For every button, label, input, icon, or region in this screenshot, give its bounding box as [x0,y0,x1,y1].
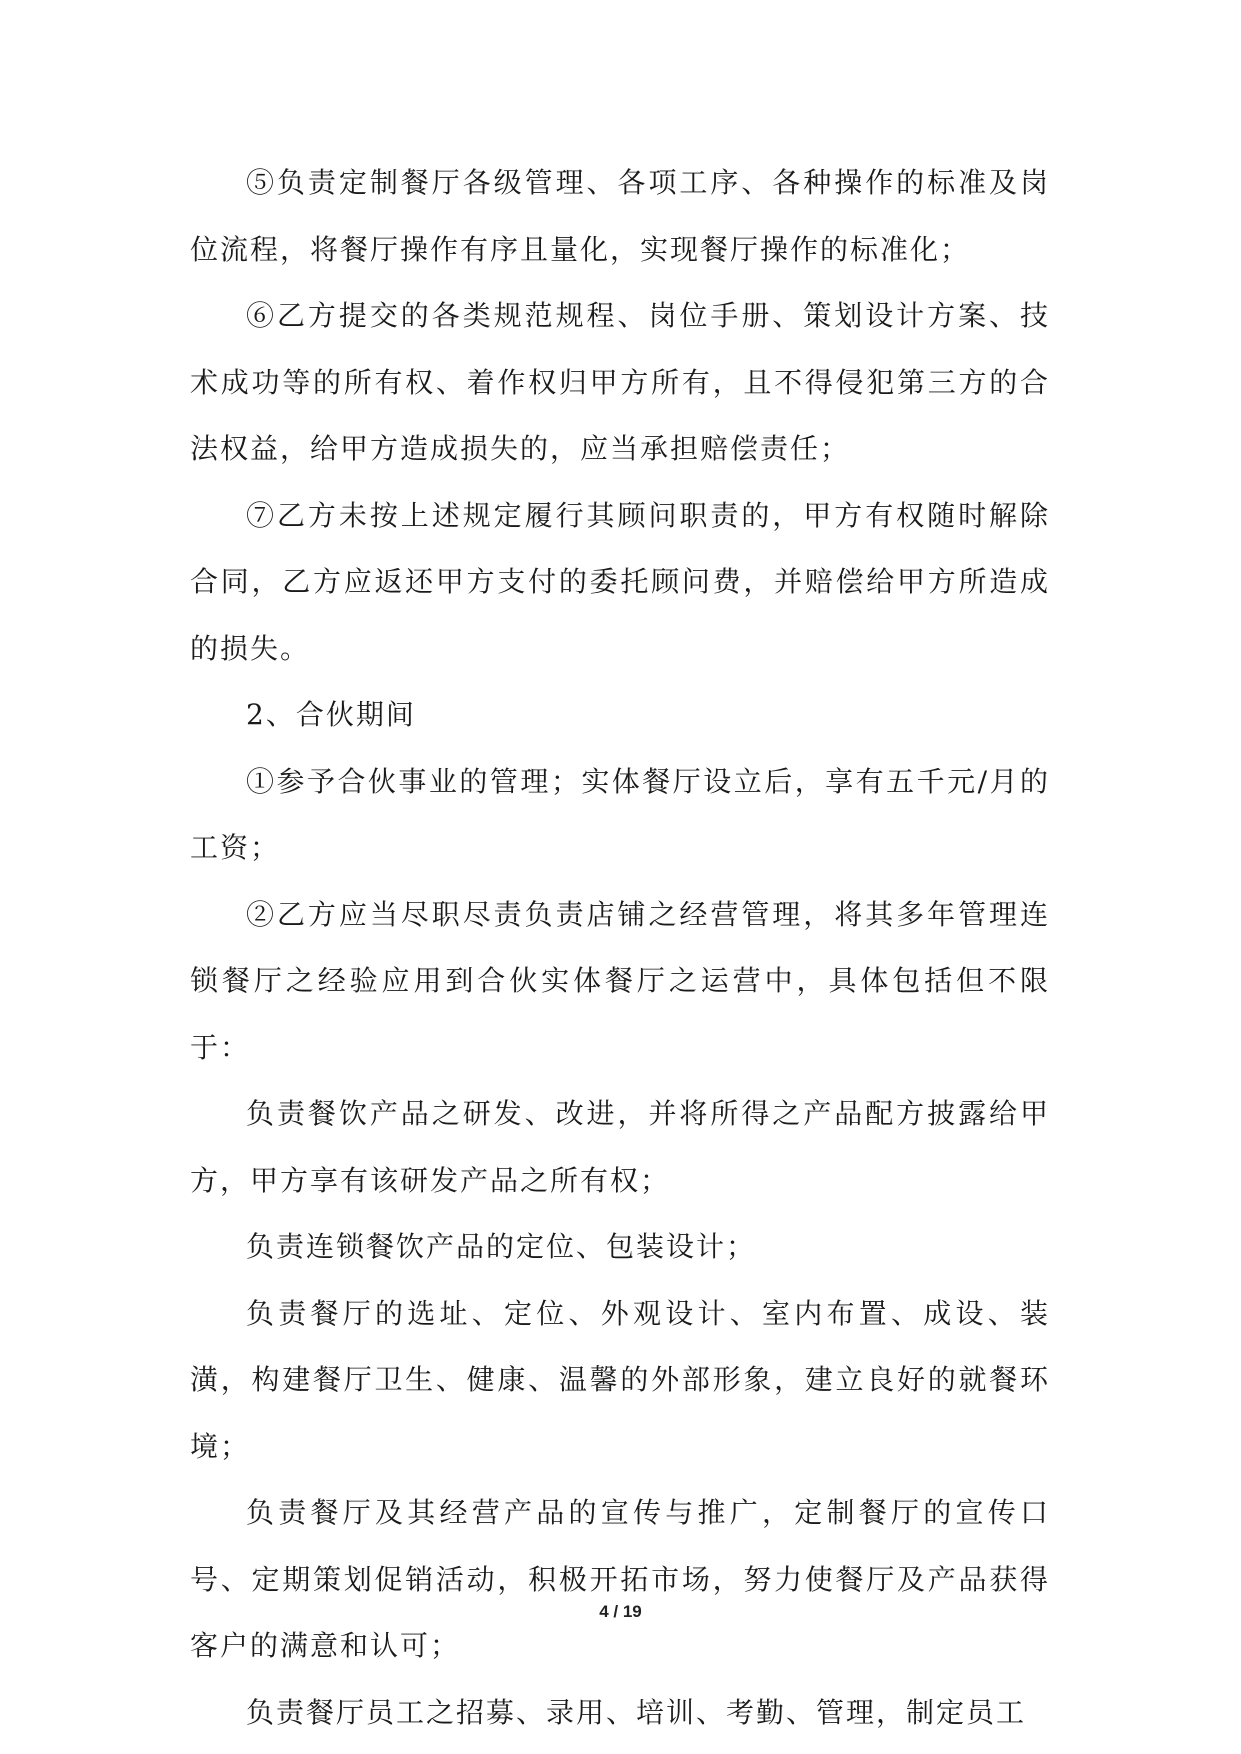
paragraph-item-1: ①参予合伙事业的管理；实体餐厅设立后，享有五千元/月的工资； [190,764,1050,864]
paragraph-item-7: ⑦乙方未按上述规定履行其顾问职责的，甲方有权随时解除合同，乙方应返还甲方支付的委托顾问费，并赔偿给甲方所造成的损失。 [190,498,1050,665]
section-heading-partnership: 2、合伙期间 [246,698,416,731]
paragraph-staff-management: 负责餐厅员工之招募、录用、培训、考勤、管理，制定员工 [246,1695,1027,1729]
page-number: 4 / 19 [599,1602,642,1621]
paragraph-product-rd: 负责餐饮产品之研发、改进，并将所得之产品配方披露给甲方，甲方享有该研发产品之所有权； [190,1097,1050,1197]
paragraph-site-design: 负责餐厅的选址、定位、外观设计、室内布置、成设、装潢，构建餐厅卫生、健康、温馨的外部形象，建立良好的就餐环境； [190,1296,1050,1463]
paragraph-promotion: 负责餐厅及其经营产品的宣传与推广，定制餐厅的宣传口号、定期策划促销活动，积极开拓市场，努力使餐厅及产品获得客户的满意和认可； [190,1496,1050,1662]
document-body [190,150,1050,1746]
paragraph-product-positioning: 负责连锁餐饮产品的定位、包装设计； [246,1230,757,1263]
paragraph-item-2: ②乙方应当尽职尽责负责店铺之经营管理，将其多年管理连锁餐厅之经验应用到合伙实体餐厅之运营中，具体包括但不限于： [190,897,1050,1064]
paragraph-item-6: ⑥乙方提交的各类规范规程、岗位手册、策划设计方案、技术成功等的所有权、着作权归甲方所有，且不得侵犯第三方的合法权益，给甲方造成损失的，应当承担赔偿责任； [190,299,1050,465]
paragraph-item-5: ⑤负责定制餐厅各级管理、各项工序、各种操作的标准及岗位流程，将餐厅操作有序且量化，实现餐厅操作的标准化； [190,166,1050,266]
